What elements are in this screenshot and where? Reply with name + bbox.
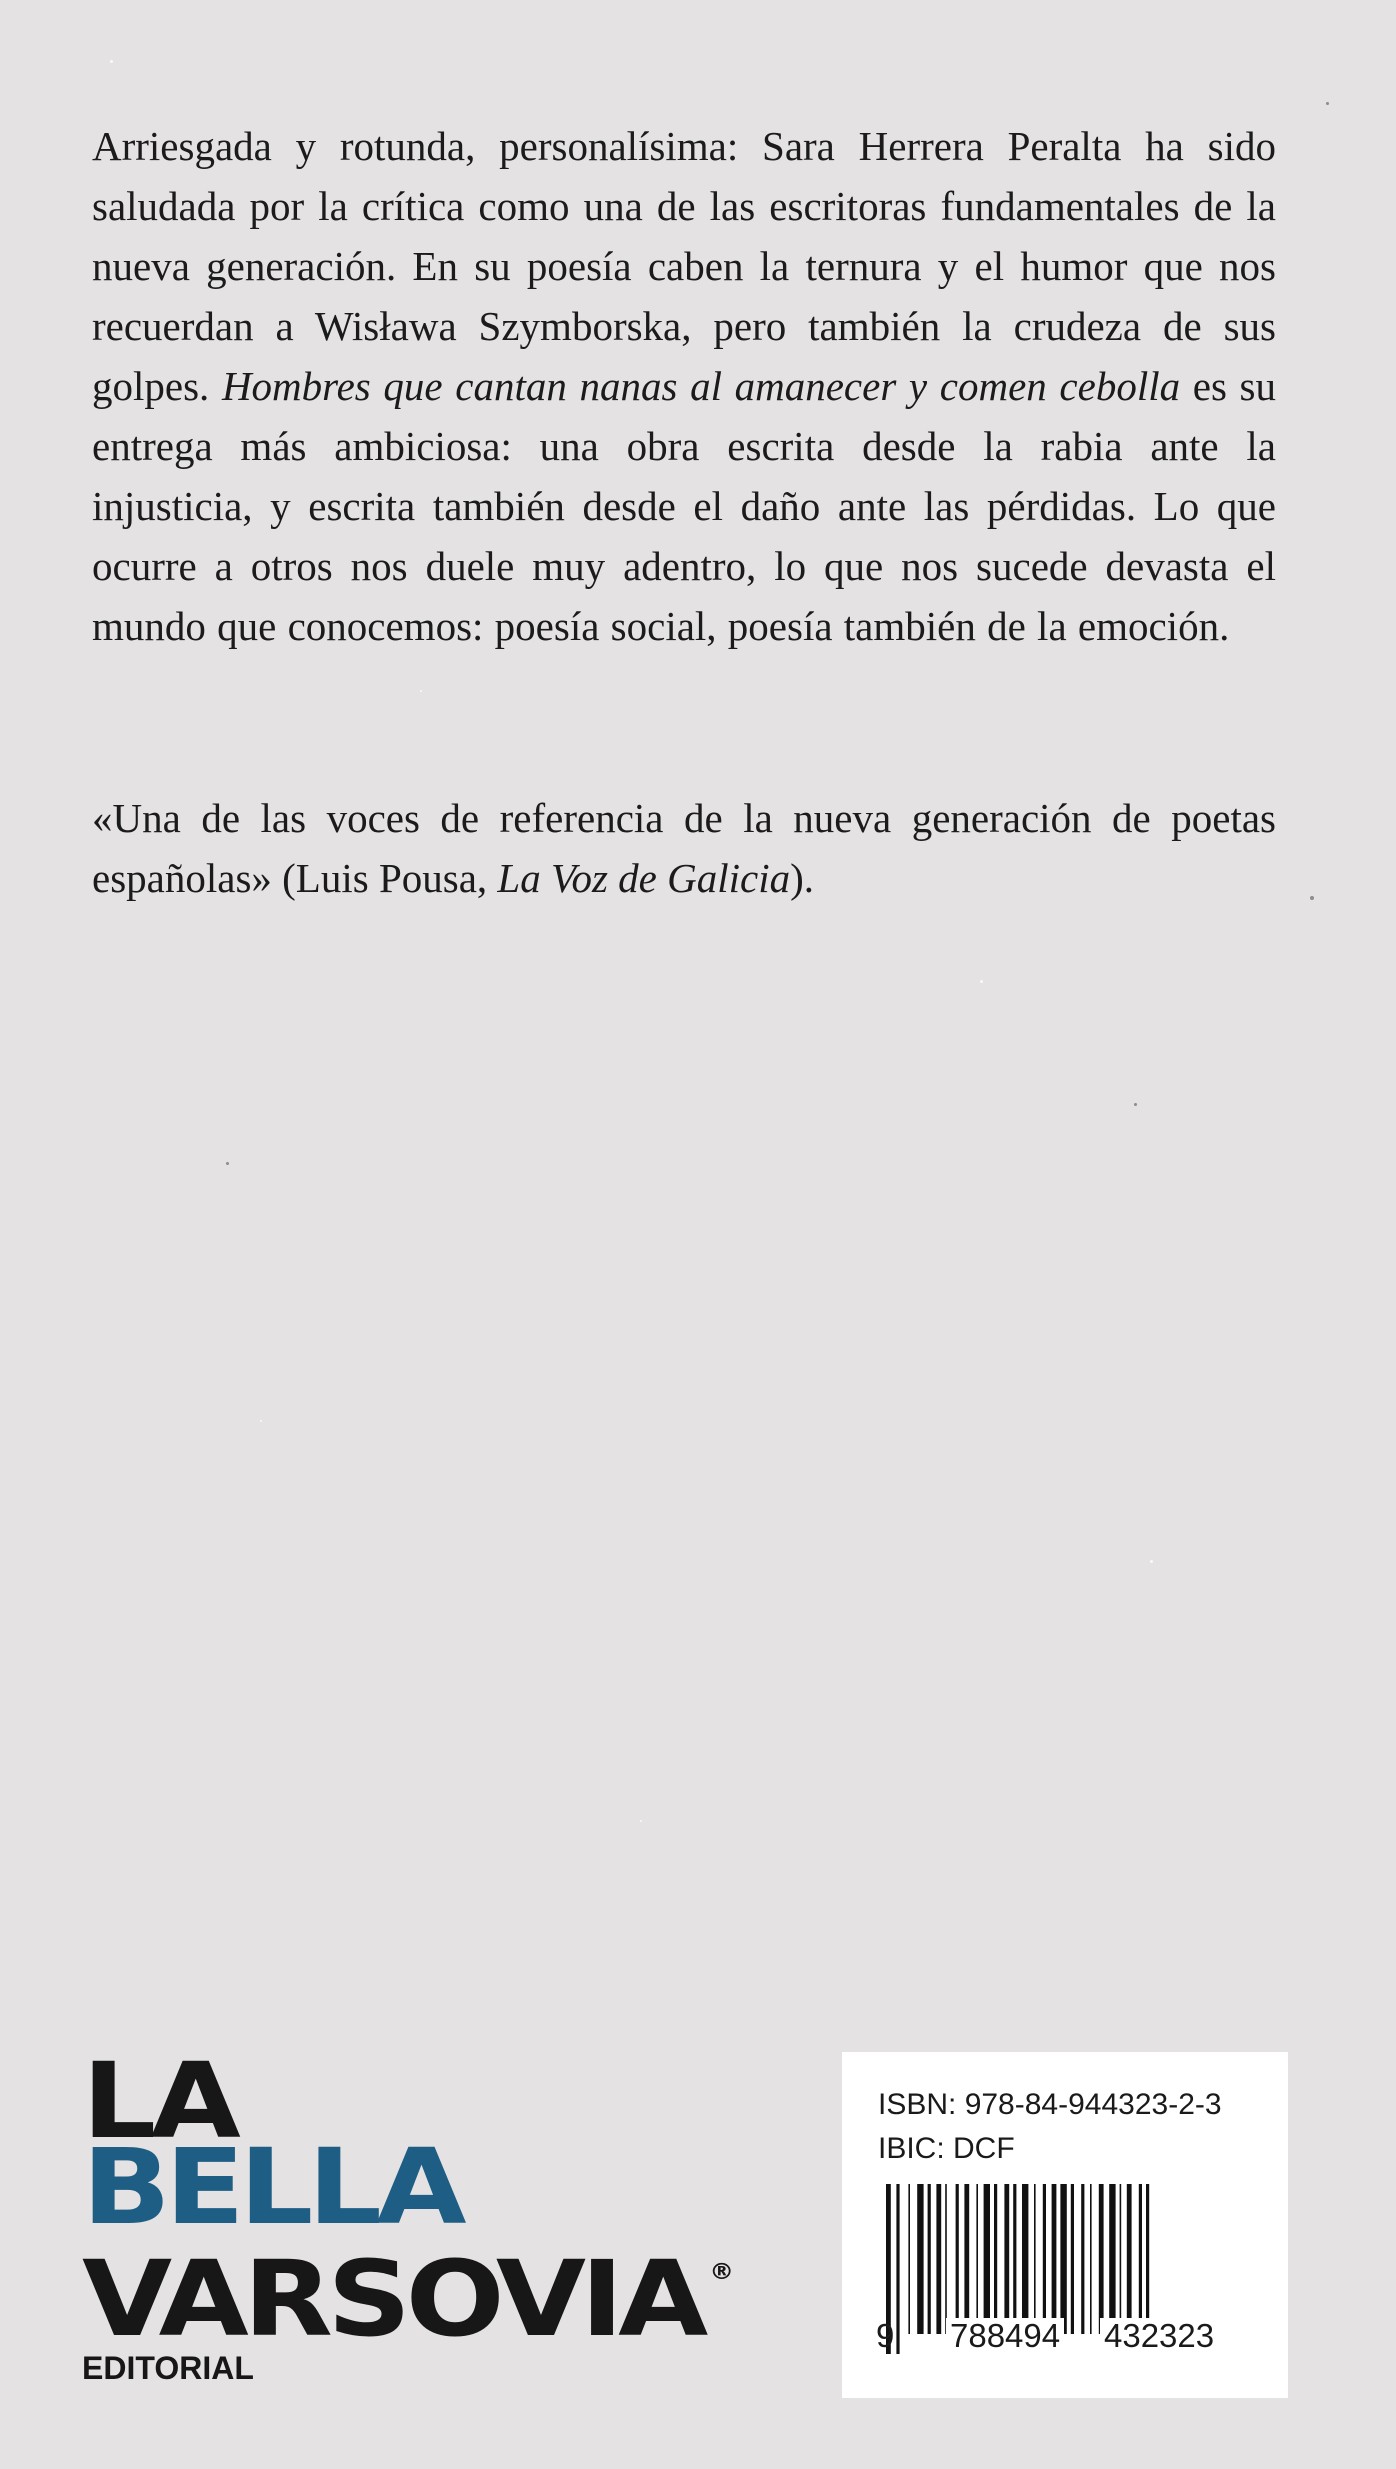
barcode-bar xyxy=(1052,2184,1057,2334)
barcode-digits-right: 432323 xyxy=(1100,2318,1218,2354)
paper-speck xyxy=(260,1420,262,1422)
blurb-text-start: Arriesgada y rotunda, personalísima: Sara Herrera Peralta ha sido saludada por la crítica como una de las escritoras fundamentales de la nueva generación. En su poesía caben la ternura y el humor que nos recuerdan a Wisława Szymborska, pero también la crudeza de sus golpes. xyxy=(92,123,1276,409)
logo-line-varsovia xyxy=(82,2230,776,2360)
barcode-bar xyxy=(976,2184,978,2334)
barcode-bar xyxy=(1013,2184,1016,2334)
barcode-bar xyxy=(896,2184,899,2354)
logo-subtitle: EDITORIAL xyxy=(82,2350,254,2386)
book-title: Hombres que cantan nanas al amanecer y comen cebolla xyxy=(221,363,1181,409)
barcode-bar xyxy=(994,2184,997,2334)
paper-speck xyxy=(226,1162,229,1165)
barcode-bar xyxy=(1071,2184,1074,2334)
quote-end: ). xyxy=(790,855,814,901)
paper-speck xyxy=(640,1820,642,1822)
back-cover-blurb xyxy=(92,116,1276,656)
barcode-bar xyxy=(936,2184,941,2334)
isbn-barcode-panel xyxy=(842,2052,1288,2398)
barcode-bar xyxy=(1109,2184,1115,2334)
press-quote xyxy=(92,788,1276,908)
paper-speck xyxy=(1310,896,1314,900)
barcode-bar xyxy=(1099,2184,1104,2334)
paper-speck xyxy=(1134,1103,1137,1106)
barcode-bar xyxy=(928,2184,931,2334)
barcode-bar xyxy=(1120,2184,1122,2334)
registered-mark: ® xyxy=(709,2260,735,2285)
logo-line-la: LA xyxy=(82,2040,236,2162)
barcode-bar xyxy=(964,2184,969,2334)
barcode-bar xyxy=(917,2184,923,2334)
barcode-bar xyxy=(1060,2184,1066,2334)
barcode-bar xyxy=(945,2184,947,2334)
paper-speck xyxy=(1326,102,1329,105)
ibic-label: IBIC: DCF xyxy=(878,2132,1015,2165)
quote-source: La Voz de Galicia xyxy=(497,855,791,901)
logo-varsovia-text: VARSOVIA xyxy=(82,2238,703,2360)
barcode-bar xyxy=(956,2184,959,2334)
barcode-bar xyxy=(1004,2184,1009,2334)
paper-speck xyxy=(980,980,983,983)
paper-speck xyxy=(1150,1560,1153,1563)
barcode-bar xyxy=(984,2184,990,2334)
barcode-digit-first: 9 xyxy=(876,2317,895,2354)
barcode-bar xyxy=(1090,2184,1092,2334)
barcode-bar xyxy=(1081,2184,1084,2334)
paper-speck xyxy=(420,690,422,692)
isbn-label: ISBN: 978-84-944323-2-3 xyxy=(878,2088,1222,2121)
logo-line-bella: BELLA xyxy=(82,2126,461,2248)
barcode-bar xyxy=(1127,2184,1132,2334)
barcode-bar xyxy=(908,2184,910,2334)
quote-text: «Una de las voces de referencia de la nueva generación de poetas españolas» (Luis Pousa, xyxy=(92,795,1276,901)
blurb-text-end: es su entrega más ambiciosa: una obra escrita desde la rabia ante la injusticia, y escrita también desde el daño ante las pérdidas. Lo que ocurre a otros nos duele muy adentro, lo que nos sucede devasta el mundo que conocemos: poesía social, poesía también de la emoción. xyxy=(92,363,1277,649)
barcode-digits-left: 788494 xyxy=(946,2318,1064,2354)
publisher-logo xyxy=(82,2040,735,2386)
barcode-bar xyxy=(1043,2184,1046,2334)
paper-speck xyxy=(110,60,113,63)
